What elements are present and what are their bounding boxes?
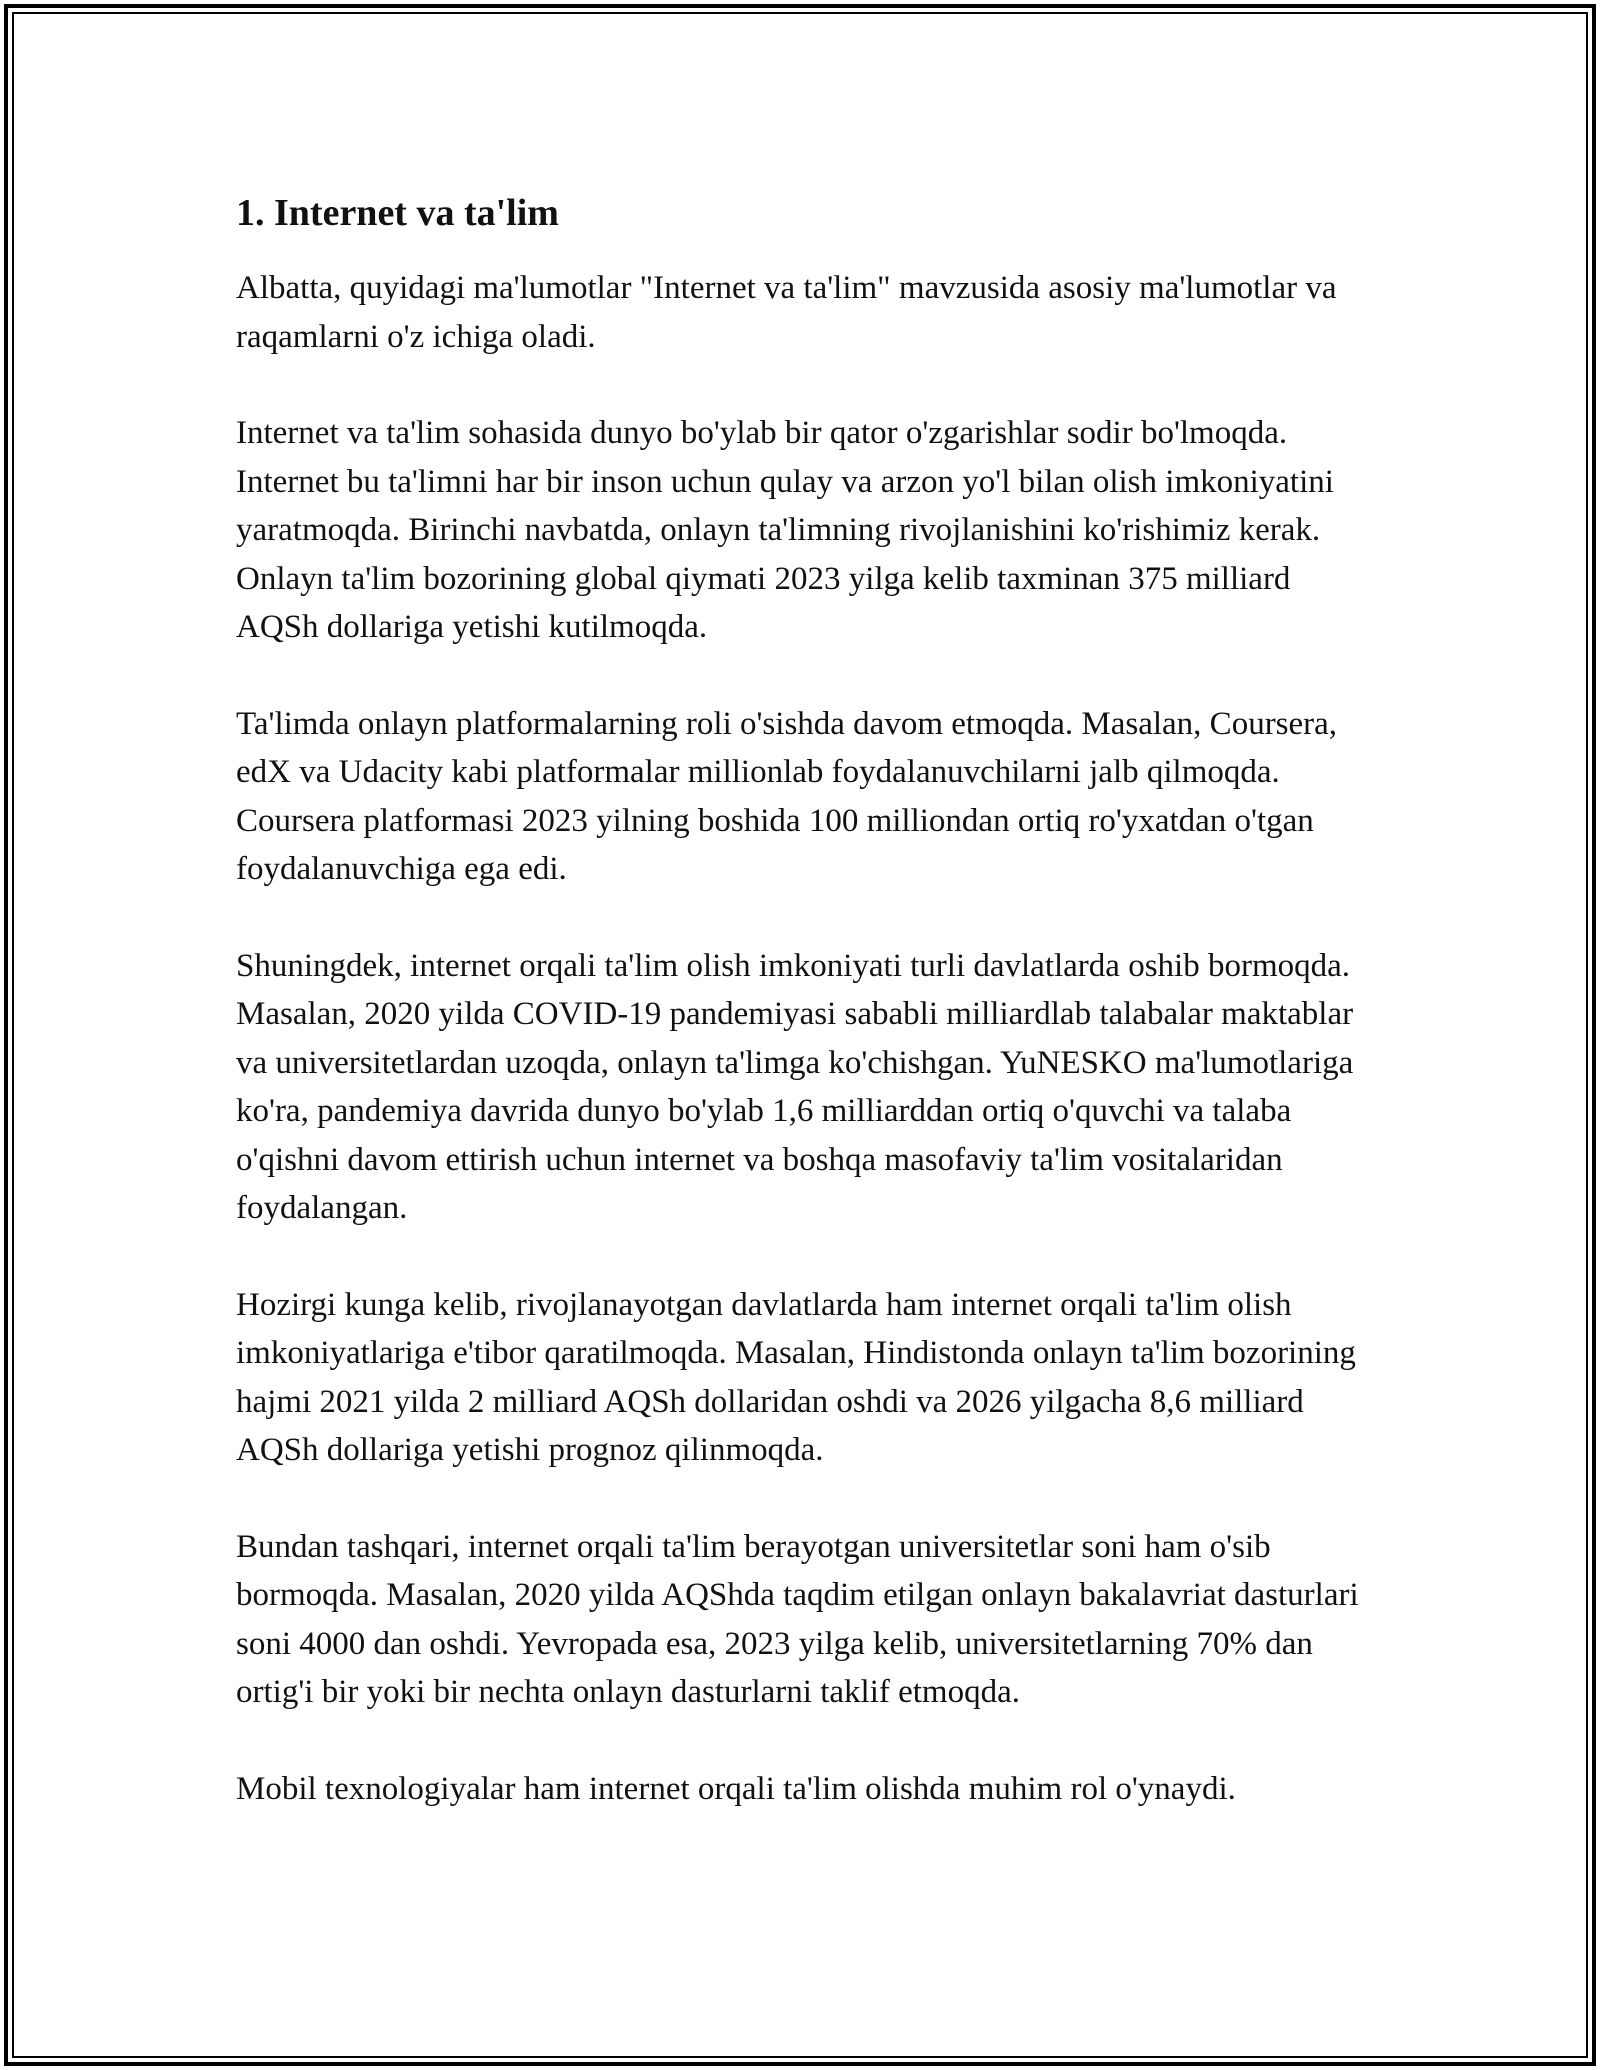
paragraph-mobile: Mobil texnologiyalar ham internet orqali ta'lim olishda muhim rol o'ynaydi. — [236, 1770, 1236, 1807]
document-body — [236, 184, 1366, 1861]
paragraph-global-market: Internet va ta'lim sohasida dunyo bo'ylab bir qator o'zgarishlar sodir bo'lmoqda. Internet bu ta'limni har bir inson uchun qulay va arzon yo'l bilan olish imkoniyatini yaratmoqda. Birinchi navbatda, onlayn ta'limning rivojlanishini ko'rishimiz kerak. Onlayn ta'lim bozorining global qiymati 2023 yilga kelib taxminan 375 milliard AQSh dollariga yetishi kutilmoqda. — [236, 415, 1334, 645]
section-title: 1. Internet va ta'lim — [236, 192, 559, 234]
paragraph-universities: Bundan tashqari, internet orqali ta'lim berayotgan universitetlar soni ham o'sib bormoqda. Masalan, 2020 yilda AQShda taqdim etilgan onlayn bakalavriat dasturlari soni 4000 dan oshdi. Yevropada esa, 2023 yilga kelib, universitetlarning 70% dan ortig'i bir yoki bir nechta onlayn dasturlarni taklif etmoqda. — [236, 1528, 1359, 1710]
paragraph-pandemic: Shuningdek, internet orqali ta'lim olish imkoniyati turli davlatlarda oshib bormoqda. Masalan, 2020 yilda COVID-19 pandemiyasi sababli milliardlab talabalar maktablar va universitetlardan uzoqda, onlayn ta'limga ko'chishgan. YuNESKO ma'lumotlariga ko'ra, pandemiya davrida dunyo bo'ylab 1,6 milliarddan ortiq o'quvchi va talaba o'qishni davom ettirish uchun internet va boshqa masofaviy ta'lim vositalaridan foydalangan. — [236, 947, 1354, 1226]
paragraph-intro: Albatta, quyidagi ma'lumotlar "Internet va ta'lim" mavzusida asosiy ma'lumotlar va raqamlarni o'z ichiga oladi. — [236, 270, 1337, 355]
paragraph-platforms: Ta'limda onlayn platformalarning roli o'sishda davom etmoqda. Masalan, Coursera, edX va Udacity kabi platformalar millionlab foydalanuvchilarni jalb qilmoqda. Coursera platformasi 2023 yilning boshida 100 milliondan ortiq ro'yxatdan o'tgan foydalanuvchiga ega edi. — [236, 705, 1338, 887]
paragraph-developing-countries: Hozirgi kunga kelib, rivojlanayotgan davlatlarda ham internet orqali ta'lim olish imkoniyatlariga e'tibor qaratilmoqda. Masalan, Hindistonda onlayn ta'lim bozorining hajmi 2021 yilda 2 milliard AQSh dollaridan oshdi va 2026 yilgacha 8,6 milliard AQSh dollariga yetishi prognoz qilinmoqda. — [236, 1286, 1356, 1468]
